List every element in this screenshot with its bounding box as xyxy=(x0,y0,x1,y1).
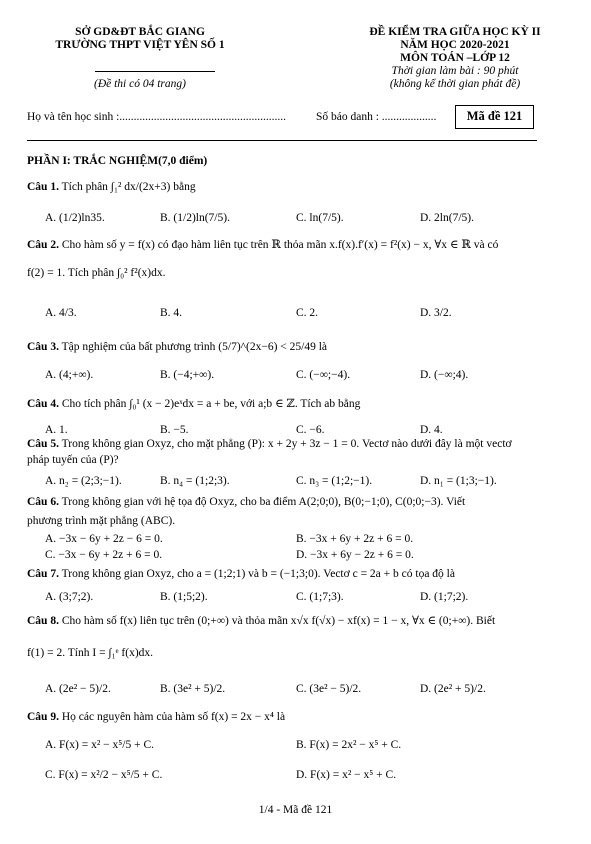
exam-title: ĐỀ KIỂM TRA GIỮA HỌC KỲ II xyxy=(369,26,541,38)
question-label: Câu 5. xyxy=(27,438,59,450)
question-2 xyxy=(27,238,567,252)
option-4d: D. 4. xyxy=(420,424,443,436)
exam-code-box: Mã đề 121 xyxy=(455,105,534,129)
pages-note: (Đề thi có 04 trang) xyxy=(94,78,186,90)
question-text: Trong không gian với hệ tọa độ Oxyz, cho ba điểm A(2;0;0), B(0;−1;0), C(0;0;−3). Viết xyxy=(61,496,466,508)
option-9d: D. F(x) = x² − x⁵ + C. xyxy=(296,769,397,781)
option-1a: A. (1/2)ln35. xyxy=(45,212,105,224)
school-name: TRƯỜNG THPT VIỆT YÊN SỐ 1 xyxy=(55,39,225,51)
option-3d: D. (−∞;4). xyxy=(420,369,469,381)
question-label: Câu 7. xyxy=(27,568,59,580)
question-text: Cho hàm số y = f(x) có đạo hàm liên tục trên ℝ thỏa mãn x.f(x).f′(x) = f²(x) − x, ∀x ∈ ℝ và có xyxy=(61,239,499,251)
school-year: NĂM HỌC 2020-2021 xyxy=(400,39,510,51)
option-1b: B. (1/2)ln(7/5). xyxy=(160,212,230,224)
header-divider xyxy=(95,71,215,72)
question-9 xyxy=(27,710,567,724)
option-3a: A. (4;+∞). xyxy=(45,369,94,381)
option-7b: B. (1;5;2). xyxy=(160,591,208,603)
option-2b: B. 4. xyxy=(160,307,183,319)
option-5d: D. n₁ = (1;3;−1). xyxy=(420,475,497,487)
question-text: Họ các nguyên hàm của hàm số f(x) = 2x − x⁴ là xyxy=(61,711,286,723)
option-1d: D. 2ln(7/5). xyxy=(420,212,474,224)
subject: MÔN TOÁN –LỚP 12 xyxy=(400,52,510,64)
option-6a: A. −3x − 6y + 2z − 6 = 0. xyxy=(45,533,163,545)
question-text: Cho hàm số f(x) liên tục trên (0;+∞) và thỏa mãn x√x f(√x) − xf(x) = 1 − x, ∀x ∈ (0;+∞). Biết xyxy=(61,615,496,627)
option-2d: D. 3/2. xyxy=(420,307,452,319)
student-divider xyxy=(27,140,537,141)
question-7 xyxy=(27,567,567,581)
option-5a: A. n₂ = (2;3;−1). xyxy=(45,475,122,487)
option-9c: C. F(x) = x²/2 − x⁵/5 + C. xyxy=(45,769,163,781)
option-3b: B. (−4;+∞). xyxy=(160,369,215,381)
question-5-cont: pháp tuyến của (P)? xyxy=(27,454,119,466)
question-label: Câu 8. xyxy=(27,615,59,627)
question-text: Trong không gian Oxyz, cho a = (1;2;1) và b = (−1;3;0). Vectơ c = 2a + b có tọa độ là xyxy=(61,568,455,580)
option-9a: A. F(x) = x² − x⁵/5 + C. xyxy=(45,739,155,751)
question-text: Tích phân ∫₁² dx/(2x+3) bằng xyxy=(61,181,196,193)
section-title: PHẦN I: TRẮC NGHIỆM(7,0 điểm) xyxy=(27,155,208,167)
option-6b: B. −3x + 6y + 2z + 6 = 0. xyxy=(296,533,414,545)
option-4a: A. 1. xyxy=(45,424,68,436)
question-6 xyxy=(27,495,567,509)
option-4c: C. −6. xyxy=(296,424,325,436)
option-3c: C. (−∞;−4). xyxy=(296,369,351,381)
option-2c: C. 2. xyxy=(296,307,319,319)
question-label: Câu 6. xyxy=(27,496,59,508)
question-1 xyxy=(27,180,567,194)
question-2-cont: f(2) = 1. Tích phân ∫₀² f²(x)dx. xyxy=(27,267,166,279)
option-6c: C. −3x − 6y + 2z + 6 = 0. xyxy=(45,549,163,561)
question-label: Câu 1. xyxy=(27,181,59,193)
student-id-line: Số báo danh : ................... xyxy=(316,111,437,123)
question-text: Trong không gian Oxyz, cho mặt phẳng (P): x + 2y + 3z − 1 = 0. Vectơ nào dưới đây là một vectơ xyxy=(61,438,512,450)
question-label: Câu 9. xyxy=(27,711,59,723)
question-text: Tập nghiệm của bất phương trình (5/7)^(2x−6) < 25/49 là xyxy=(61,341,328,353)
question-label: Câu 2. xyxy=(27,239,59,251)
option-7d: D. (1;7;2). xyxy=(420,591,469,603)
exam-time-note: (không kể thời gian phát đề) xyxy=(389,78,521,90)
question-label: Câu 4. xyxy=(27,398,59,410)
question-8-cont: f(1) = 2. Tính I = ∫₁ᵉ f(x)dx. xyxy=(27,647,154,659)
option-4b: B. −5. xyxy=(160,424,189,436)
option-8c: C. (3e² − 5)/2. xyxy=(296,683,362,695)
student-name-line: Họ và tên học sinh :.......................................................... xyxy=(27,111,287,123)
option-8d: D. (2e² + 5)/2. xyxy=(420,683,486,695)
option-7a: A. (3;7;2). xyxy=(45,591,94,603)
option-2a: A. 4/3. xyxy=(45,307,77,319)
option-5b: B. n₄ = (1;2;3). xyxy=(160,475,230,487)
department-name: SỞ GD&ĐT BẮC GIANG xyxy=(75,26,205,38)
question-text: Cho tích phân ∫₀¹ (x − 2)eˣdx = a + be, với a;b ∈ ℤ. Tích ab bằng xyxy=(61,398,361,410)
option-9b: B. F(x) = 2x² − x⁵ + C. xyxy=(296,739,402,751)
option-1c: C. ln(7/5). xyxy=(296,212,344,224)
exam-time: Thời gian làm bài : 90 phút xyxy=(391,65,519,77)
option-8b: B. (3e² + 5)/2. xyxy=(160,683,226,695)
question-5 xyxy=(27,437,567,451)
question-3 xyxy=(27,340,567,354)
question-8 xyxy=(27,614,567,628)
question-6-cont: phương trình mặt phẳng (ABC). xyxy=(27,515,176,527)
option-7c: C. (1;7;3). xyxy=(296,591,344,603)
option-6d: D. −3x + 6y − 2z + 6 = 0. xyxy=(296,549,414,561)
option-8a: A. (2e² − 5)/2. xyxy=(45,683,111,695)
question-4 xyxy=(27,397,567,411)
option-5c: C. n₃ = (1;2;−1). xyxy=(296,475,373,487)
question-label: Câu 3. xyxy=(27,341,59,353)
page-footer: 1/4 - Mã đề 121 xyxy=(258,804,333,816)
